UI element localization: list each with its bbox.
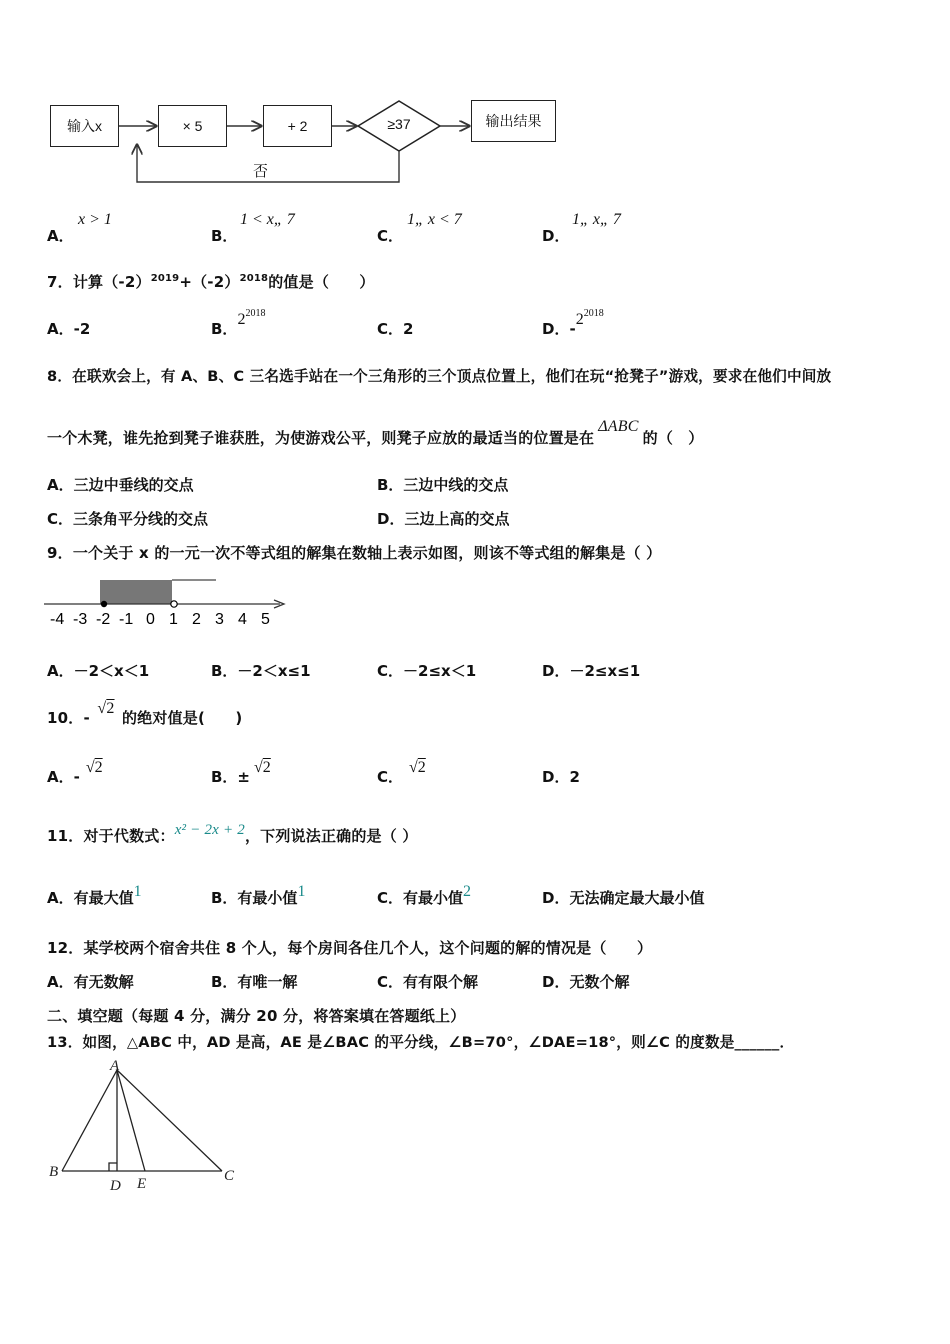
q8-stem-line2: 一个木凳，谁先抢到凳子谁获胜，为使游戏公平，则凳子应放的最适当的位置是在ΔABC的（ ） xyxy=(47,418,704,447)
q12-option-a[interactable]: A．有无数解 xyxy=(47,973,134,991)
sqrt-symbol: √2 xyxy=(97,700,115,717)
q7-stem: 7．计算$(-2)^{2019}+(-2)^{2018}$的值是（ ） xyxy=(47,273,375,291)
q8-option-c[interactable]: C．三条角平分线的交点 xyxy=(47,510,209,528)
q7-option-a[interactable]: A．-2 xyxy=(47,320,91,338)
q11-stem: 11．对于代数式：x² − 2x + 2，下列说法正确的是（ ） xyxy=(47,822,418,845)
q6-option-b-math: 1 < x„ 7 xyxy=(240,211,295,228)
side-AC xyxy=(117,1070,222,1171)
flow-multiply-box: × 5 xyxy=(158,105,227,147)
open-dot xyxy=(171,601,177,607)
section-2-heading: 二、填空题（每题 4 分，满分 20 分，将答案填在答题纸上） xyxy=(47,1007,466,1025)
q10-option-d[interactable]: D．2 xyxy=(542,768,580,786)
q10-option-a[interactable]: A．-√2 xyxy=(47,759,103,786)
q12-option-c[interactable]: C．有有限个解 xyxy=(377,973,479,991)
bisector-AE xyxy=(117,1070,145,1171)
q9-option-a[interactable]: A．－2＜x＜1 xyxy=(47,662,150,680)
q11-option-a[interactable]: A．有最大值1 xyxy=(47,883,142,907)
label-C: C xyxy=(224,1168,235,1184)
flowchart-connectors xyxy=(0,90,600,200)
q9-option-d[interactable]: D．－2≤x≤1 xyxy=(542,662,641,680)
closed-dot xyxy=(101,601,107,607)
tick-label: 1 xyxy=(169,611,178,628)
q9-option-c[interactable]: C．－2≤x＜1 xyxy=(377,662,477,680)
q10-option-b[interactable]: B．±√2 xyxy=(211,759,271,786)
q13-triangle-figure xyxy=(40,1060,250,1200)
q7-option-b[interactable]: B．$2^{2018}$ xyxy=(211,308,266,338)
label-D: D xyxy=(110,1178,121,1194)
q12-option-b[interactable]: B．有唯一解 xyxy=(211,973,298,991)
side-AB xyxy=(62,1070,117,1171)
q11-option-b[interactable]: B．有最小值1 xyxy=(211,883,306,907)
tick-label: 0 xyxy=(146,611,155,628)
q6-option-d[interactable]: D． xyxy=(542,227,570,245)
tick-label: 5 xyxy=(261,611,270,628)
label-E: E xyxy=(137,1176,147,1192)
label-B: B xyxy=(49,1164,59,1180)
q12-stem: 12．某学校两个宿舍共住 8 个人，每个房间各住几个人，这个问题的解的情况是（ ） xyxy=(47,939,653,957)
flow-no-label: 否 xyxy=(253,162,269,180)
label-A: A xyxy=(110,1060,120,1074)
tick-label: 2 xyxy=(192,611,201,628)
q8-option-d[interactable]: D．三边上高的交点 xyxy=(377,510,510,528)
q6-option-c-math: 1„ x < 7 xyxy=(407,211,462,228)
q6-option-b[interactable]: B． xyxy=(211,227,238,245)
q12-option-d[interactable]: D．无数个解 xyxy=(542,973,630,991)
q9-number-line xyxy=(40,570,300,630)
flow-output-box: 输出结果 xyxy=(471,100,556,142)
tick-label: -4 xyxy=(50,611,65,628)
q9-stem: 9．一个关于 x 的一元一次不等式组的解集在数轴上表示如图，则该不等式组的解集是（ ） xyxy=(47,544,662,562)
q6-option-d-math: 1„ x„ 7 xyxy=(572,211,621,228)
flow-input-box: 输入x xyxy=(50,105,119,147)
flow-add-box: + 2 xyxy=(263,105,332,147)
tick-label: 3 xyxy=(215,611,224,628)
q6-option-a-math: x > 1 xyxy=(78,211,112,228)
number-line-shade xyxy=(100,580,172,604)
tick-label: -3 xyxy=(73,611,88,628)
q6-option-c[interactable]: C． xyxy=(377,227,404,245)
q8-option-a[interactable]: A．三边中垂线的交点 xyxy=(47,476,194,494)
q10-stem: 10．- √2 的绝对值是( ) xyxy=(47,700,243,727)
q8-stem-line1: 8．在联欢会上，有 A、B、C 三名选手站在一个三角形的三个顶点位置上，他们在玩“抢凳子”游戏，要求在他们中间放 xyxy=(47,368,832,385)
q7-option-d[interactable]: D．$-2^{2018}$ xyxy=(542,308,604,338)
tick-label: -2 xyxy=(96,611,111,628)
q13-stem: 13．如图，△ABC 中，AD 是高，AE 是∠BAC 的平分线，∠B=70°，∠DAE=18°，则∠C 的度数是______． xyxy=(47,1034,795,1051)
q11-option-c[interactable]: C．有最小值2 xyxy=(377,883,472,907)
q8-option-b[interactable]: B．三边中线的交点 xyxy=(377,476,509,494)
flow-condition-label: ≥37 xyxy=(387,116,411,132)
q9-option-b[interactable]: B．－2＜x≤1 xyxy=(211,662,311,680)
tick-label: -1 xyxy=(119,611,134,628)
q11-option-d[interactable]: D．无法确定最大最小值 xyxy=(542,889,705,907)
tick-label: 4 xyxy=(238,611,247,628)
q7-option-c[interactable]: C．2 xyxy=(377,320,414,338)
q6-option-a[interactable]: A． xyxy=(47,227,74,245)
right-angle-mark xyxy=(109,1163,117,1171)
q10-option-c[interactable]: C．√2 xyxy=(377,759,426,786)
